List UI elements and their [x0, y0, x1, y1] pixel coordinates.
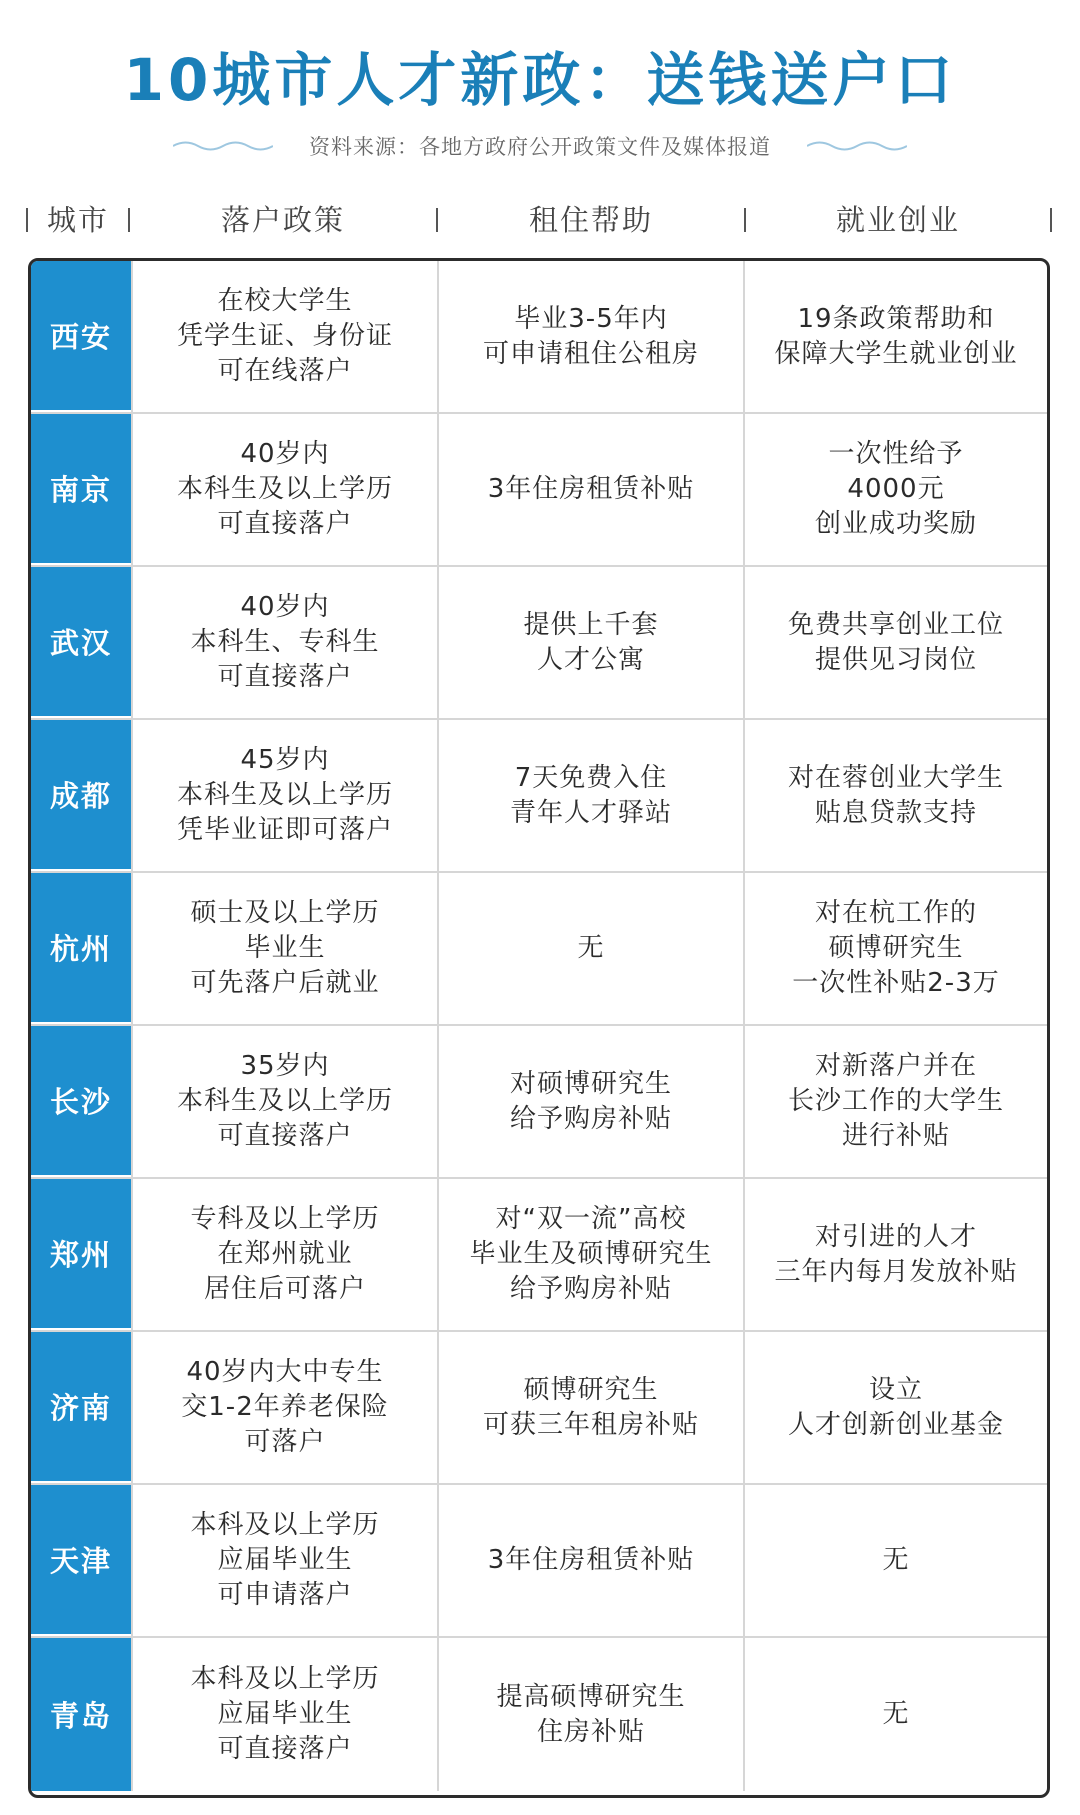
employment-cell-line: 提供见习岗位: [814, 644, 977, 675]
rent-help-cell-line: 对硕博研究生: [509, 1068, 672, 1099]
table-row: [31, 1332, 1047, 1485]
employment-cell-line: 一次性给予: [828, 439, 964, 469]
employment-cell: [743, 414, 1047, 565]
city-cell: 济南: [31, 1332, 131, 1483]
column-header-rent: 租住帮助: [528, 203, 653, 237]
employment-cell-line: 进行补贴: [841, 1121, 950, 1151]
settle-policy-cell-line: 应届毕业生: [217, 1545, 353, 1575]
rent-help-cell-line: 7天免费入住: [514, 762, 668, 793]
employment-cell-line: 人才创新创业基金: [787, 1409, 1004, 1440]
settle-policy-cell-line: 凭毕业证即可落户: [176, 815, 393, 845]
rent-help-cell: [437, 1179, 743, 1330]
settle-policy-cell-line: 本科及以上学历: [190, 1510, 380, 1540]
rent-help-cell: [437, 720, 743, 871]
rent-help-cell-line: 给予购房补贴: [509, 1103, 672, 1134]
city-cell: 天津: [31, 1485, 131, 1636]
settle-policy-cell-line: 40岁内: [240, 439, 330, 469]
employment-cell: [743, 1026, 1047, 1177]
rent-help-cell: [437, 261, 743, 412]
settle-policy-cell-line: 可在线落户: [217, 356, 353, 386]
settle-policy-cell-line: 居住后可落户: [203, 1274, 366, 1304]
rent-help-cell-line: 毕业3-5年内: [514, 303, 668, 334]
settle-policy-cell: [131, 720, 437, 871]
table-row: [31, 1485, 1047, 1638]
employment-cell-line: 硕博研究生: [828, 933, 964, 963]
settle-policy-cell-line: 凭学生证、身份证: [176, 321, 393, 351]
settle-policy-cell-line: 本科生及以上学历: [176, 1086, 393, 1116]
source-row: [0, 128, 1080, 164]
settle-policy-cell-line: 可落户: [244, 1427, 326, 1457]
settle-policy-cell-line: 可直接落户: [217, 662, 353, 692]
employment-cell-line: 一次性补贴2-3万: [792, 968, 1000, 998]
settle-policy-cell: [131, 873, 437, 1024]
settle-policy-cell-line: 45岁内: [240, 745, 330, 775]
table-row: [31, 1638, 1047, 1791]
employment-cell-line: 长沙工作的大学生: [787, 1086, 1004, 1116]
rent-help-cell-line: 对“双一流”高校: [495, 1204, 687, 1234]
rent-help-cell: [437, 1332, 743, 1483]
employment-cell-line: 对新落户并在: [814, 1051, 977, 1081]
rent-help-cell-line: 硕博研究生: [523, 1374, 659, 1405]
settle-policy-cell-line: 毕业生: [244, 933, 326, 963]
settle-policy-cell: [131, 1179, 437, 1330]
employment-cell-line: 免费共享创业工位: [787, 609, 1004, 640]
rent-help-cell-line: 可获三年租房补贴: [482, 1409, 699, 1440]
settle-policy-cell-line: 可申请落户: [217, 1580, 353, 1610]
rent-help-cell: [437, 1638, 743, 1791]
employment-cell-line: 对在蓉创业大学生: [787, 762, 1004, 793]
table-row: [31, 261, 1047, 414]
rent-help-cell-line: 住房补贴: [536, 1716, 645, 1747]
settle-policy-cell-line: 40岁内大中专生: [186, 1357, 384, 1387]
city-cell: 西安: [31, 261, 131, 412]
settle-policy-cell-line: 可先落户后就业: [190, 968, 380, 998]
rent-help-cell: [437, 1026, 743, 1177]
policy-table: [28, 258, 1050, 1798]
header-divider: [1050, 208, 1052, 232]
settle-policy-cell-line: 可直接落户: [217, 1121, 353, 1151]
column-header-city: 城市: [46, 203, 109, 237]
source-note: 资料来源：各地方政府公开政策文件及媒体报道: [309, 135, 771, 159]
employment-cell-line: 保障大学生就业创业: [774, 338, 1018, 369]
city-cell: 青岛: [31, 1638, 131, 1791]
employment-cell-line: 贴息贷款支持: [814, 797, 977, 828]
rent-help-cell-line: 给予购房补贴: [509, 1274, 672, 1304]
rent-help-cell-line: 可申请租住公租房: [482, 338, 699, 369]
settle-policy-cell: [131, 414, 437, 565]
city-cell: 武汉: [31, 567, 131, 718]
settle-policy-cell-line: 本科生及以上学历: [176, 780, 393, 810]
settle-policy-cell: [131, 1638, 437, 1791]
settle-policy-cell-line: 可直接落户: [217, 509, 353, 539]
employment-cell: [743, 873, 1047, 1024]
employment-cell-line: 创业成功奖励: [814, 509, 977, 539]
rent-help-cell-line: 人才公寓: [536, 644, 645, 675]
settle-policy-cell-line: 硕士及以上学历: [190, 898, 380, 928]
rent-help-cell: [437, 567, 743, 718]
city-cell: 成都: [31, 720, 131, 871]
settle-policy-cell: [131, 1332, 437, 1483]
employment-cell: [743, 720, 1047, 871]
settle-policy-cell-line: 可直接落户: [217, 1734, 353, 1764]
employment-cell: [743, 1179, 1047, 1330]
rent-help-cell-line: 提高硕博研究生: [496, 1681, 686, 1712]
column-header-job: 就业创业: [835, 203, 960, 237]
table-row: [31, 720, 1047, 873]
table-row: [31, 1179, 1047, 1332]
settle-policy-cell: [131, 261, 437, 412]
rent-help-cell-line: 3年住房租赁补贴: [487, 474, 695, 504]
table-row: [31, 414, 1047, 567]
rent-help-cell: [437, 1485, 743, 1636]
employment-cell-line: 三年内每月发放补贴: [774, 1256, 1018, 1287]
rent-help-cell-line: 青年人才驿站: [509, 797, 672, 828]
column-header-settle: 落户政策: [220, 203, 345, 237]
rent-help-cell: [437, 873, 743, 1024]
settle-policy-cell-line: 40岁内: [240, 592, 330, 622]
settle-policy-cell-line: 35岁内: [240, 1051, 330, 1081]
employment-cell-line: 4000元: [847, 474, 945, 504]
rent-help-cell-line: 毕业生及硕博研究生: [469, 1239, 713, 1269]
settle-policy-cell-line: 本科生及以上学历: [176, 474, 393, 504]
settle-policy-cell-line: 专科及以上学历: [190, 1204, 380, 1234]
city-cell: 南京: [31, 414, 131, 565]
settle-policy-cell: [131, 567, 437, 718]
settle-policy-cell-line: 本科及以上学历: [190, 1664, 380, 1694]
city-cell: 郑州: [31, 1179, 131, 1330]
table-row: [31, 1026, 1047, 1179]
decorative-wave-left: [173, 139, 273, 153]
table-row: [31, 567, 1047, 720]
settle-policy-cell-line: 本科生、专科生: [190, 627, 380, 657]
settle-policy-cell: [131, 1026, 437, 1177]
rent-help-cell-line: 无: [577, 933, 605, 963]
table-row: [31, 873, 1047, 1026]
employment-cell-line: 设立: [868, 1374, 923, 1405]
settle-policy-cell-line: 交1-2年养老保险: [181, 1392, 389, 1422]
employment-cell: [743, 1332, 1047, 1483]
employment-cell-line: 19条政策帮助和: [797, 303, 995, 334]
rent-help-cell-line: 提供上千套: [523, 609, 659, 640]
rent-help-cell-line: 3年住房租赁补贴: [487, 1545, 695, 1575]
employment-cell-line: 无: [882, 1545, 910, 1575]
settle-policy-cell-line: 在校大学生: [217, 286, 353, 316]
employment-cell: [743, 1638, 1047, 1791]
settle-policy-cell-line: 在郑州就业: [217, 1239, 353, 1269]
employment-cell: [743, 567, 1047, 718]
employment-cell: [743, 1485, 1047, 1636]
table-header: [26, 190, 1052, 250]
employment-cell-line: 对在杭工作的: [814, 898, 977, 928]
city-cell: 杭州: [31, 873, 131, 1024]
decorative-wave-right: [807, 139, 907, 153]
rent-help-cell: [437, 414, 743, 565]
page-title: 10城市人才新政：送钱送户口: [123, 46, 957, 114]
employment-cell: [743, 261, 1047, 412]
settle-policy-cell-line: 应届毕业生: [217, 1699, 353, 1729]
employment-cell-line: 对引进的人才: [814, 1221, 977, 1252]
settle-policy-cell: [131, 1485, 437, 1636]
city-cell: 长沙: [31, 1026, 131, 1177]
employment-cell-line: 无: [882, 1699, 910, 1729]
